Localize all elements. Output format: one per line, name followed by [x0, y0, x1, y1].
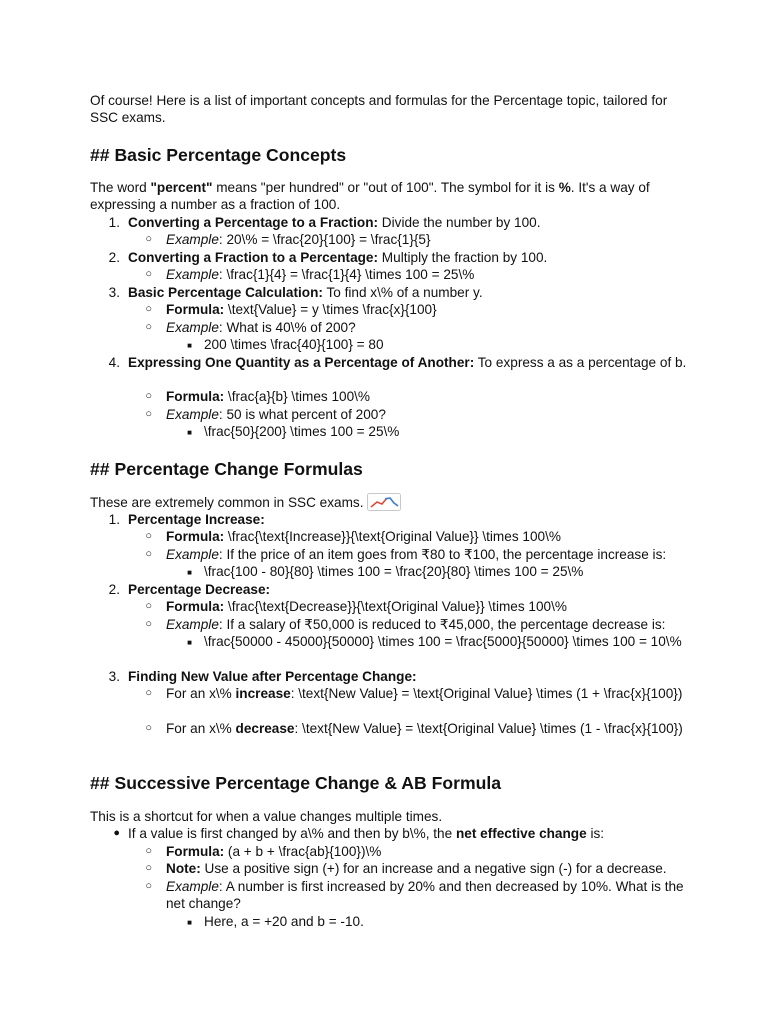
list-subitem: Example: \frac{1}{4} = \frac{1}{4} \times 100 = 25\%	[166, 267, 475, 282]
section-heading-successive-change: ## Successive Percentage Change & AB Formula	[90, 773, 502, 793]
circle-bullet: ○	[145, 845, 152, 857]
list-subsubitem: Here, a = +20 and b = -10.	[204, 914, 364, 929]
list-subitem: For an x\% decrease: \text{New Value} = \text{Original Value} \times (1 - \frac{x}{100})	[166, 721, 683, 736]
square-bullet: ■	[187, 428, 192, 437]
list-number: 2.	[108, 250, 120, 265]
circle-bullet: ○	[145, 233, 152, 245]
list-subitem: Formula: \frac{\text{Decrease}}{\text{Original Value}} \times 100\%	[166, 599, 567, 614]
list-number: 3.	[108, 285, 120, 300]
list-subitem: Formula: \frac{a}{b} \times 100\%	[166, 389, 371, 404]
list-subitem: Example: A number is first increased by 20% and then decreased by 10%. What is the net change?	[166, 879, 684, 912]
intro-paragraph: Of course! Here is a list of important concepts and formulas for the Percentage topic, tailored for SSC exams.	[90, 93, 668, 126]
list-subitem: Example: If a salary of ₹50,000 is reduced to ₹45,000, the percentage decrease is:	[166, 617, 666, 632]
square-bullet: ■	[187, 568, 192, 577]
section2-paragraph: These are extremely common in SSC exams.	[90, 493, 690, 515]
round-bullet: ●	[113, 827, 120, 839]
circle-bullet: ○	[145, 862, 152, 874]
section-heading-percentage-change: ## Percentage Change Formulas	[90, 459, 363, 479]
circle-bullet: ○	[145, 321, 152, 333]
list-item: Percentage Increase:	[128, 512, 265, 527]
circle-bullet: ○	[145, 722, 152, 734]
list-item: Finding New Value after Percentage Change:	[128, 669, 417, 684]
list-item: Basic Percentage Calculation: To find x\% of a number y.	[128, 285, 483, 300]
list-number: 2.	[108, 582, 120, 597]
list-subsubitem: \frac{50000 - 45000}{50000} \times 100 = \frac{5000}{50000} \times 100 = 10\%	[204, 634, 682, 649]
list-subitem: Example: 20\% = \frac{20}{100} = \frac{1}{5}	[166, 232, 431, 247]
list-number: 1.	[108, 512, 120, 527]
list-number: 3.	[108, 669, 120, 684]
section3-paragraph: This is a shortcut for when a value changes multiple times.	[90, 809, 443, 824]
list-number: 4.	[108, 355, 120, 370]
section-heading-basic-concepts: ## Basic Percentage Concepts	[90, 145, 347, 165]
circle-bullet: ○	[145, 618, 152, 630]
circle-bullet: ○	[145, 687, 152, 699]
circle-bullet: ○	[145, 880, 152, 892]
list-subsubitem: \frac{50}{200} \times 100 = 25\%	[204, 424, 400, 439]
circle-bullet: ○	[145, 548, 152, 560]
list-subitem: Example: 50 is what percent of 200?	[166, 407, 386, 422]
list-subitem: Formula: (a + b + \frac{ab}{100})\%	[166, 844, 382, 859]
section1-paragraph: The word "percent" means "per hundred" or "out of 100". The symbol for it is %. It's a way of expressing a number as a fraction of 100.	[90, 180, 650, 213]
circle-bullet: ○	[145, 600, 152, 612]
list-subsubitem: \frac{100 - 80}{80} \times 100 = \frac{20}{80} \times 100 = 25\%	[204, 564, 584, 579]
list-subitem: Note: Use a positive sign (+) for an increase and a negative sign (-) for a decrease.	[166, 861, 667, 876]
list-subitem: For an x\% increase: \text{New Value} = \text{Original Value} \times (1 + \frac{x}{100})	[166, 686, 683, 701]
square-bullet: ■	[187, 638, 192, 647]
circle-bullet: ○	[145, 303, 152, 315]
list-item: Converting a Percentage to a Fraction: Divide the number by 100.	[128, 215, 541, 230]
list-item: Expressing One Quantity as a Percentage of Another: To express a as a percentage of b.	[128, 355, 687, 370]
list-number: 1.	[108, 215, 120, 230]
list-subitem: Example: If the price of an item goes from ₹80 to ₹100, the percentage increase is:	[166, 547, 667, 562]
list-subitem: Example: What is 40\% of 200?	[166, 320, 356, 335]
list-subsubitem: 200 \times \frac{40}{100} = 80	[204, 337, 384, 352]
circle-bullet: ○	[145, 390, 152, 402]
list-item: Converting a Fraction to a Percentage: Multiply the fraction by 100.	[128, 250, 548, 265]
square-bullet: ■	[187, 341, 192, 350]
list-item: Percentage Decrease:	[128, 582, 271, 597]
list-item: If a value is first changed by a\% and then by b\%, the net effective change is:	[128, 826, 605, 841]
circle-bullet: ○	[145, 408, 152, 420]
square-bullet: ■	[187, 918, 192, 927]
list-subitem: Formula: \frac{\text{Increase}}{\text{Original Value}} \times 100\%	[166, 529, 561, 544]
circle-bullet: ○	[145, 268, 152, 280]
list-subitem: Formula: \text{Value} = y \times \frac{x}{100}	[166, 302, 437, 317]
circle-bullet: ○	[145, 530, 152, 542]
